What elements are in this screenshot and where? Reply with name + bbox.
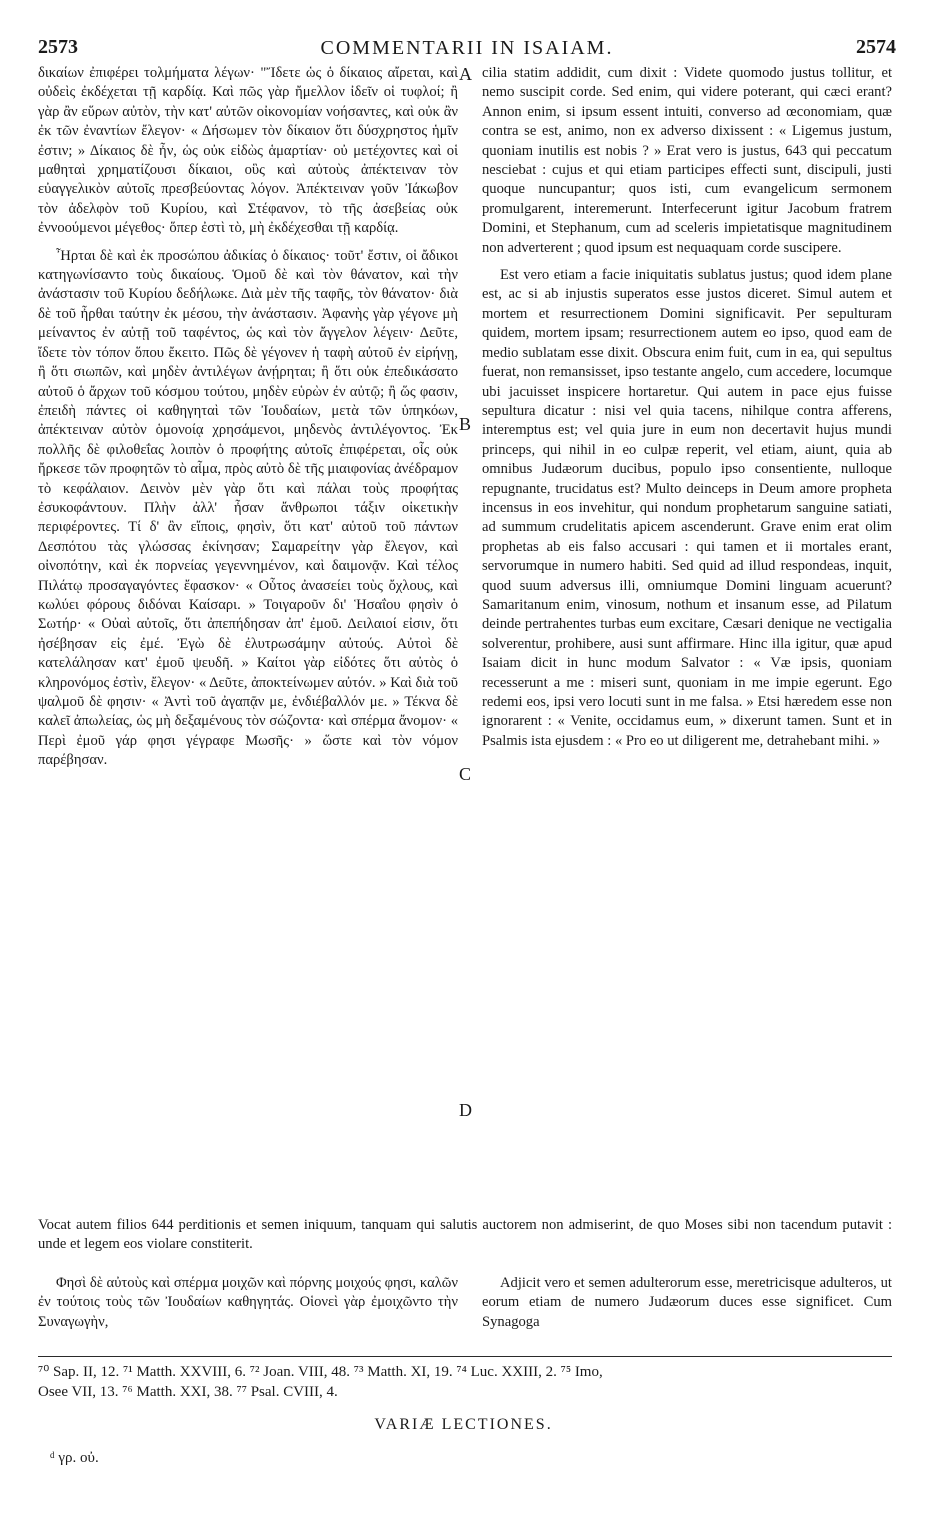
footnotes	[38, 1362, 892, 1402]
footnote-divider	[38, 1356, 892, 1357]
running-header	[38, 36, 896, 60]
running-title: COMMENTARII IN ISAIAM.	[320, 37, 614, 59]
variae-lectiones-note: ᵈ γρ. οὐ.	[50, 1450, 99, 1466]
fullwidth-latin-line: Vocat autem filios 644 perditionis et semen iniquum, tanquam qui salutis auctorem non admiserint, de quo Moses sibi non tacendum putavit : unde et legem eos violare constiterit.	[38, 1217, 892, 1253]
latin-paragraph-2: Est vero etiam a facie iniquitatis sublatus justus; quod idem plane est, ac si ab injustis superatos esse justos diceret. Simul autem et mortem et resurrectionem Domini significavit. Per sepulturam quidem, mortem ipsam; resurrectionem autem eo ipso, quod eam de medio sublatam esse dixit. Obscura enim fuit, cum in ea, qui sepultus fuerat, non remansisset, ipso testante angelo, cum accedere, locumque ubi jacuisset inspicere hortaretur. Qui autem in pace ejus fuisse sepultura dicatur : nisi vel quia tacens, nihilque contra afferens, interemptus est; vel quia jure in eum non decertavit hujus mundi princeps, qui nihil in eo culpæ reperit, vel etiam, aiunt, quia ab omnibus Judæorum ducibus, populo ipso consentiente, nulloque repugnante, trucidatus est? Multo deinceps in Deum amore propheta incensus in eos invehitur, qui nondum prophetarum sanguine satiati, ad summum crudelitatis apicem ascenderunt. Grave enim erat olim prophetas ab eis falso accusari : qui tamen et ii mortales erant, servorumque in numero habiti. Sed quid ad illud respondeas, inquit, quod suum adversus illi, omniumque Domini linguam acuerunt? Samaritanum enim, vinosum, nothum et insanum esse, ad Pilatum deinde pertrahentes turbas eum excitare, Cæsari denique ne vectigalia solverentur, prohibere, ausi sunt affirmare. Hinc illa igitur, quæ apud Isaiam dicit in hunc modum Salvator : « Væ ipsis, quoniam recesserunt a me : miseri sunt, quoniam in me impie egerunt. Ego redemi eos, ipsi vero locuti sunt in me falsa. » Etsi hæredem esse non ignorarent : « Venite, occidamus eum, » dixerunt tamen. Sunt et in Psalmis ista ejusdem : « Pro eo ut diligerent me, detrahebant mihi. »	[482, 267, 892, 749]
latin-column	[482, 64, 892, 759]
page-number-right: 2574	[856, 36, 896, 58]
footnote-line-2: Osee VII, 13. ⁷⁶ Matth. XXI, 38. ⁷⁷ Psal. CVIII, 4.	[38, 1384, 338, 1400]
greek-paragraph-2: Ἦρται δὲ καὶ ἐκ προσώπου ἀδικίας ὁ δίκαιος· τοῦτ' ἔστιν, οἱ ἄδικοι κατηγωνίσαντο τοὺς δικαίους. Ὁμοῦ δὲ καὶ τὸν θάνατον, καὶ τὴν ἀνάστασιν τοῦ Κυρίου δεδήλωκε. Διὰ μὲν τῆς ταφῆς, τὸν θάνατον· διὰ δὲ τοῦ ἦρθαι ταύτην ἐκ μέσου, τὴν ἀνάστασιν. Ἀφανὴς γὰρ γέγονε μὴ μείναντος ἐν αὐτῇ τοῦ ταφέντος, ὡς καὶ τὸν ἄγγελον λέγειν· Δεῦτε, ἴδετε τὸν τόπον ὅπου ἔκειτο. Πῶς δὲ γέγονεν ἡ ταφὴ αὐτοῦ ἐν εἰρήνῃ, ἢ ὅτι σιωπῶν, καὶ μηδὲν ἀντιλέγων ἀνῄρηται; ἢ ὅτι οὐκ ἐπεδικάσατο αὐτοῦ ὁ ἄρχων τοῦ κόσμου τούτου, μηδὲν εὑρὼν ἐν αὐτῷ; ἢ ὥς φασιν, ἐπειδὴ πάντες οἱ καθηγηταὶ τῶν Ἰουδαίων, μετὰ τῶν ὑπηκόων, ἀπέκτειναν αὐτὸν ὁμονοίᾳ χρησάμενοι, μηδενὸς ἀντιλέγοντος. Ἐκ πολλῆς δὲ φιλοθεΐας λοιπὸν ὁ προφήτης αὐτοῖς ἐπιφέρεται, οἷς οὐκ ἤρκεσε τῶν προφητῶν τὸ αἷμα, πρὸς αὐτὸ δὲ τῆς μιαιφονίας ἀνέδραμον τὸ κεφάλαιον. Δεινὸν μὲν γὰρ ὅτι καὶ πάλαι τοὺς προφήτας ἐσυκοφάντουν. Πλὴν ἀλλ' ἦσαν ἄνθρωποι τάξιν οἰκετικὴν περιφέροντες. Τί δ' ἂν εἴποις, φησὶν, ὅτι κατ' αὐτοῦ τοῦ πάντων Δεσπότου τὰς γλώσσας ἐκίνησαν; Σαμαρείτην γὰρ ἔλεγον, καὶ οἰνοπότην, καὶ ἐκ πορνείας γεγεννημένον, καὶ δαιμονᾷν. Καὶ τέλος Πιλάτῳ προσαγαγόντες ἔφασκον· « Οὗτος ἀνασείει τοὺς ὄχλους, καὶ κωλύει φόρους διδόναι Καίσαρι. » Τοιγαροῦν δι' Ἡσαΐου φησὶν ὁ Σωτήρ· « Οὐαὶ αὐτοῖς, ὅτι ἀπεπήδησαν ἀπ' ἐμοῦ. Δειλαιοί εἰσιν, ὅτι ἠσέβησαν εἰς ἐμέ. Ἐγὼ δὲ ἐλυτρωσάμην αὐτούς. Αὐτοὶ δὲ κατελάλησαν κατ' ἐμοῦ ψευδῆ. » Καίτοι γὰρ εἰδότες ὅτι αὐτὸς ὁ κληρονόμος ἐστὶν, ἔλεγον· « Δεῦτε, ἀποκτείνωμεν αὐτόν. » Καὶ διὰ τοῦ ψαλμοῦ δὲ φησιν· « Ἀντὶ τοῦ ἀγαπᾷν με, ἐνδιέβαλλόν με. » Τέκνα δὲ καλεῖ ἀπωλείας, ὡς μὴ δεξαμένους τὸν σώζοντα· καὶ σπέρμα ἄνομον· « Περὶ ἐμοῦ γάρ φησι γέγραφε Μωσῆς· » ὥστε καὶ τὸν νόμον παρέβησαν.	[38, 247, 458, 769]
margin-letter-c: C	[459, 764, 472, 784]
bottom-latin-paragraph	[482, 1274, 892, 1332]
page-number-left: 2573	[38, 36, 78, 58]
margin-letter-a: A	[459, 64, 472, 84]
greek-column	[38, 64, 458, 779]
bottom-greek-text: Φησὶ δὲ αὐτοὺς καὶ σπέρμα μοιχῶν καὶ πόρνης μοιχούς φησι, καλῶν ἐν τούτοις τοὺς τῶν Ἰουδαίων καθηγητάς. Οἱονεὶ γὰρ ἐμοιχῶντο τὴν Συναγωγὴν,	[38, 1275, 458, 1330]
bottom-latin-text: Adjicit vero et semen adulterorum esse, meretricisque adulteros, ut eorum etiam de numero Judæorum duces esse significet. Cum Synagoga	[482, 1275, 892, 1330]
latin-paragraph-1: cilia statim addidit, cum dixit : Videte quomodo justus tollitur, et nemo suscipit corde. Sed enim, qui videre poterant, qui cæci erant? Annon enim, si ipsum essent intuiti, converso ad œconomiam, quæ contra se est, animo, non ex adverso dixissent : « Ligemus justum, quoniam inutilis est nobis ? » Erat vero is justus, 643 qui peccatum nesciebat : cujus et qui etiam participes effecti sunt, discipuli, justi quoque nuncupantur; quos isti, cum evangelicum sermonem promulgarent, interemerunt. Interfecerunt igitur Jacobum fratrem Domini, et Stephanum, cum ad sceleris impietatisque magnitudinem non adverterent ; quod ipsum est nequaquam corde suscipere.	[482, 65, 892, 256]
margin-letter-b: B	[459, 414, 472, 434]
footnote-line-1: ⁷⁰ Sap. II, 12. ⁷¹ Matth. XXVIII, 6. ⁷² Joan. VIII, 48. ⁷³ Matth. XI, 19. ⁷⁴ Luc. XXIII, 2. ⁷⁵ Imo,	[38, 1364, 603, 1380]
greek-paragraph-1: δικαίων ἐπιφέρει τολμήματα λέγων· "Ἴδετε ὡς ὁ δίκαιος αἴρεται, καὶ οὐδεὶς ἐκδέχεται τῇ καρδίᾳ. Καὶ πῶς γὰρ ἤμελλον ἰδεῖν οἱ τυφλοί; ἢ γὰρ ἂν εὕρων αὐτὸν, τὴν κατ' αὐτῶν οἰκονομίαν νοήσαντες, καὶ οὐκ ἂν ἐκ τῶν ἐναντίων ἔλεγον· « Δήσωμεν τὸν δίκαιον ὅτι δύσχρηστος ἡμῖν ἐστιν; » Δίκαιος δὲ ἦν, ὡς οὐκ εἰδὼς ἁμαρτίαν· οὐ μετέχοντες καὶ οἱ μαθηταὶ χρηματίζουσι δίκαιοι, οὓς καὶ αὐτοὺς ἀπέκτειναν τὸν εὐαγγελικὸν αὐτοῖς πρεσβεύοντας λόγον. Ἀπέκτειναν γοῦν Ἰάκωβον τὸν ἀδελφὸν τοῦ Κυρίου, καὶ Στέφανον, τὸ τῆς ἀσεβείας οὐκ ἐννοούμενοι μέγεθος· ὅπερ ἐστὶ τὸ, μὴ ἐκδέχεσθαι τῇ καρδίᾳ.	[38, 65, 458, 237]
bottom-greek-paragraph	[38, 1274, 458, 1332]
margin-letter-d: D	[459, 1100, 472, 1120]
variae-lectiones-heading: VARIÆ LECTIONES.	[374, 1416, 553, 1433]
